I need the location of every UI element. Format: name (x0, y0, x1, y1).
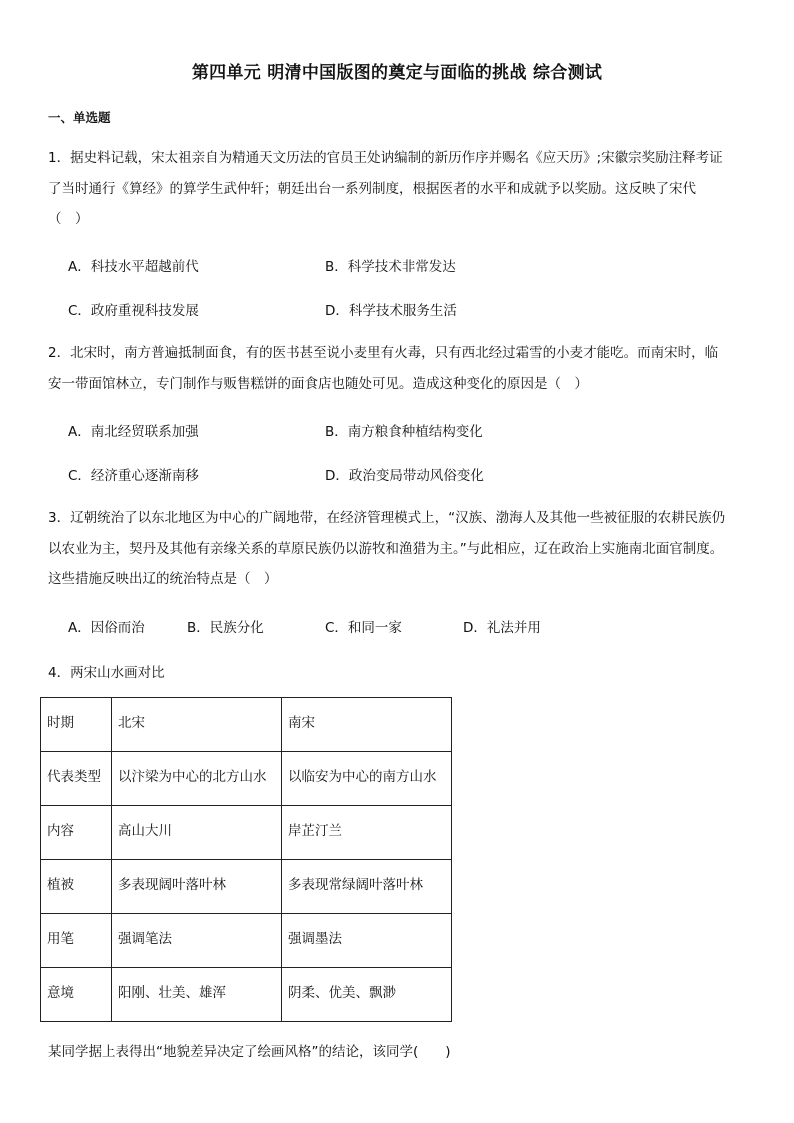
question-1-line-2: 了当时通行《算经》的算学生武仲轩；朝廷出台一系列制度，根据医者的水平和成就予以奖励。这反映了宋代 (48, 180, 696, 197)
page-title: 第四单元 明清中国版图的奠定与面临的挑战 综合测试 (191, 63, 603, 83)
question-3-line-2: 以农业为主，契丹及其他有亲缘关系的草原民族仍以游牧和渔猎为主。”与此相应，辽在政治上实施南北面官制度。 (48, 540, 724, 557)
question-4-heading: 4．两宋山水画对比 (48, 665, 165, 681)
q3-option-d[interactable]: D．礼法并用 (463, 620, 541, 636)
table-cell: 意境 (41, 968, 112, 1022)
table-cell: 阳刚、壮美、雄浑 (112, 968, 282, 1022)
table-cell: 多表现阔叶落叶林 (112, 860, 282, 914)
table-cell: 代表类型 (41, 752, 112, 806)
question-1-line-1: 1．据史料记载，宋太祖亲自为精通天文历法的官员王处讷编制的新历作序并赐名《应天历》;宋徽宗奖励注释考证 (48, 150, 723, 166)
comparison-table (40, 697, 452, 1022)
section-heading: 一、单选题 (48, 110, 111, 125)
table-cell: 高山大川 (112, 806, 282, 860)
q1-option-c[interactable]: C．政府重视科技发展 (68, 303, 199, 319)
table-row (41, 752, 452, 806)
table-cell: 用笔 (41, 914, 112, 968)
q2-option-a[interactable]: A．南北经贸联系加强 (68, 424, 199, 440)
table-cell: 岸芷汀兰 (282, 806, 452, 860)
table-row (41, 806, 452, 860)
table-cell: 多表现常绿阔叶落叶林 (282, 860, 452, 914)
table-cell: 阴柔、优美、飘渺 (282, 968, 452, 1022)
q3-option-b[interactable]: B．民族分化 (187, 620, 264, 636)
table-cell: 时期 (41, 698, 112, 752)
table-row (41, 914, 452, 968)
table-cell: 植被 (41, 860, 112, 914)
question-1 (48, 143, 758, 235)
table-row (41, 860, 452, 914)
question-3 (48, 503, 758, 595)
q1-option-a[interactable]: A．科技水平超越前代 (68, 259, 199, 275)
q3-option-c[interactable]: C．和同一家 (325, 620, 402, 636)
table-cell: 强调笔法 (112, 914, 282, 968)
question-2-line-2: 安一带面馆林立，专门制作与贩售糕饼的面食店也随处可见。造成这种变化的原因是（ ） (48, 375, 588, 392)
q1-option-b[interactable]: B．科学技术非常发达 (325, 259, 456, 275)
table-cell: 以汴梁为中心的北方山水 (112, 752, 282, 806)
q2-option-d[interactable]: D．政治变局带动风俗变化 (325, 468, 484, 484)
table-row (41, 698, 452, 752)
question-3-line-3: 这些措施反映出辽的统治特点是（ ） (48, 571, 278, 587)
q1-option-d[interactable]: D．科学技术服务生活 (325, 303, 457, 319)
q2-option-c[interactable]: C．经济重心逐渐南移 (68, 468, 199, 484)
question-2-line-1: 2．北宋时，南方普遍抵制面食，有的医书甚至说小麦里有火毒，只有西北经过霜雪的小麦才能吃。而南宋时，临 (48, 345, 719, 361)
q3-option-a[interactable]: A．因俗而治 (68, 620, 145, 636)
table-cell: 强调墨法 (282, 914, 452, 968)
table-cell: 以临安为中心的南方山水 (282, 752, 452, 806)
table-row (41, 968, 452, 1022)
table-cell: 南宋 (282, 698, 452, 752)
table-cell: 北宋 (112, 698, 282, 752)
question-1-line-3: （ ） (48, 211, 89, 227)
question-4-prompt: 某同学据上表得出“地貌差异决定了绘画风格”的结论，该同学( ) (48, 1044, 451, 1060)
question-3-line-1: 3．辽朝统治了以东北地区为中心的广阔地带，在经济管理模式上，“汉族、渤海人及其他一些被征服的农耕民族仍 (48, 510, 726, 526)
table-cell: 内容 (41, 806, 112, 860)
q2-option-b[interactable]: B．南方粮食种植结构变化 (325, 424, 483, 440)
question-2 (48, 338, 758, 399)
